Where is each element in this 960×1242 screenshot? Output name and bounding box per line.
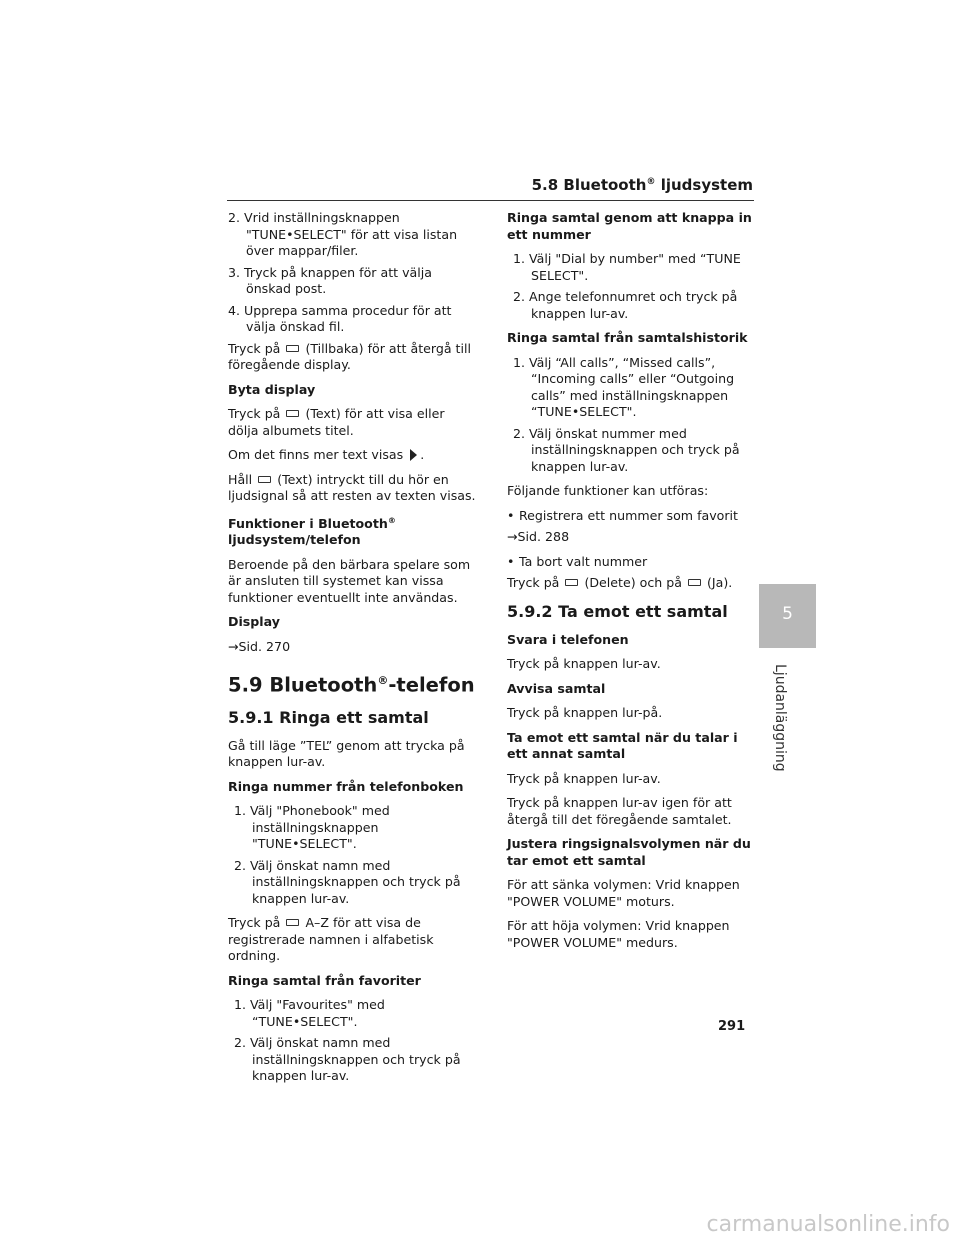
step-number: 1. [513, 251, 526, 266]
header-reg: ® [646, 177, 656, 187]
text: 5.9 Bluetooth [228, 673, 378, 697]
step-1 [234, 997, 476, 1030]
step-number: 4. [228, 302, 241, 318]
paragraph: För att höja volymen: Vrid knappen "POWER VOLUME" medurs. [507, 918, 730, 950]
chapter-tab-number: 5 [782, 604, 793, 624]
heading-ring-volume: Justera ringsignalsvolymen när du tar emot ett samtal [507, 836, 751, 868]
paragraph: Tryck på knappen lur-av igen för att återgå till det föregående samtalet. [507, 795, 732, 827]
paragraph: Tryck på knappen lur-av. [507, 656, 661, 671]
step-2 [234, 1035, 476, 1085]
text: Tryck på [228, 340, 281, 356]
step-text: Välj önskat nummer med inställningsknappen och tryck på knappen lur-av. [529, 425, 740, 474]
text-button-icon [286, 410, 299, 417]
header-rule [227, 200, 754, 201]
paragraph [228, 915, 476, 965]
step-1 [513, 251, 755, 284]
more-text-arrow-icon [410, 449, 417, 461]
az-button-icon [286, 919, 299, 926]
text: (Delete) och på [584, 575, 682, 590]
heading-dial-number: Ringa samtal genom att knappa in ett nummer [507, 210, 752, 242]
header-title-pre: 5.8 Bluetooth [531, 176, 647, 194]
text: Funktioner i Bluetooth [228, 515, 388, 531]
step-text: Välj "Dial by number" med “TUNE SELECT". [529, 251, 741, 283]
step-1 [234, 803, 476, 853]
paragraph: Tryck på knappen lur-av. [507, 770, 661, 786]
step-text: Upprepa samma procedur för att välja önskad fil. [244, 302, 452, 334]
step-3 [228, 265, 476, 298]
bullet-item: • Registrera ett nummer som favorit [507, 508, 755, 525]
step-4 [228, 303, 476, 336]
bullet-item: • Ta bort valt nummer [507, 554, 755, 571]
step-2 [513, 426, 755, 476]
step-number: 3. [228, 264, 241, 280]
text: (Text) för att visa eller dölja albumets titel. [228, 406, 445, 438]
heading-phonebook: Ringa nummer från telefonboken [228, 778, 464, 794]
step-number: 2. [228, 210, 241, 225]
step-2 [513, 289, 755, 322]
step-text: Välj "Phonebook" med inställningsknappen "TUNE•SELECT". [250, 803, 390, 852]
paragraph [228, 472, 476, 505]
paragraph: Gå till läge ”TEL” genom att trycka på knappen lur-av. [228, 737, 465, 770]
yes-button-icon [688, 579, 701, 586]
heading-display: Display [228, 614, 280, 630]
heading-funktioner [228, 513, 476, 549]
paragraph: Tryck på knappen lur-på. [507, 705, 663, 720]
header-title-post: ljudsystem [655, 176, 753, 194]
text: (Tillbaka) för att återgå till föregående display. [228, 340, 471, 372]
step-2 [234, 858, 476, 908]
step-text: Välj önskat namn med inställningsknappen och tryck på knappen lur-av. [250, 1035, 461, 1084]
step-text: Tryck på knappen för att välja önskad post. [244, 264, 432, 296]
step-text: Välj “All calls”, “Missed calls”, “Incoming calls” eller “Outgoing calls” med inställningsknappen “TUNE•SELECT". [529, 354, 735, 419]
watermark: carmanualsonline.info [706, 1212, 950, 1237]
step-number: 1. [513, 354, 526, 370]
step-number: 2. [234, 1035, 247, 1051]
left-column [228, 210, 476, 1090]
heading-byta-display: Byta display [228, 381, 316, 397]
section-heading-5-9 [228, 669, 476, 698]
text: -telefon [388, 673, 475, 697]
text: Om det finns mer text visas [228, 447, 404, 462]
text: A–Z för att visa de registrerade namnen i alfabetisk ordning. [228, 915, 434, 964]
text-button-icon [258, 476, 271, 483]
text: Tryck på [228, 406, 281, 421]
step-number: 1. [234, 803, 247, 819]
text: ljudsystem/telefon [228, 532, 361, 548]
reg-mark: ® [387, 515, 396, 525]
paragraph: För att sänka volymen: Vrid knappen "POWER VOLUME" moturs. [507, 877, 740, 909]
subsection-heading-5-9-1: 5.9.1 Ringa ett samtal [228, 707, 429, 727]
step-number: 2. [234, 857, 247, 873]
heading-svara: Svara i telefonen [507, 631, 629, 647]
page-number: 291 [718, 1019, 746, 1034]
running-header [532, 176, 753, 194]
text: Tryck på [228, 915, 281, 931]
chapter-tab-label: Ljudanläggning [772, 664, 788, 772]
paragraph [228, 406, 476, 439]
paragraph: Beroende på den bärbara spelare som är ansluten till systemet kan vissa funktioner eventuellt inte användas. [228, 556, 471, 605]
text: Håll [228, 471, 253, 487]
text: . [420, 447, 425, 462]
page-reference: →Sid. 270 [228, 638, 291, 654]
heading-call-history: Ringa samtal från samtalshistorik [507, 330, 748, 345]
right-column [507, 210, 755, 959]
text: Tryck på [507, 575, 560, 590]
reg-mark: ® [377, 674, 389, 688]
step-number: 1. [234, 997, 247, 1013]
step-2 [228, 210, 476, 260]
step-text: Vrid inställningsknappen "TUNE•SELECT" för att visa listan över mappar/filer. [244, 210, 458, 258]
step-4-continuation [228, 341, 476, 374]
delete-button-icon [565, 579, 578, 586]
paragraph [228, 447, 476, 464]
heading-call-waiting: Ta emot ett samtal när du talar i ett annat samtal [507, 729, 738, 761]
heading-avvisa: Avvisa samtal [507, 680, 606, 696]
step-number: 2. [513, 289, 526, 304]
step-text: Ange telefonnumret och tryck på knappen lur-av. [529, 289, 738, 321]
heading-favourites: Ringa samtal från favoriter [228, 972, 421, 988]
subsection-heading-5-9-2: 5.9.2 Ta emot ett samtal [507, 601, 728, 621]
text: (Text) intryckt till du hör en ljudsignal så att resten av texten visas. [228, 471, 476, 503]
back-button-icon [286, 345, 299, 352]
page-reference: →Sid. 288 [507, 529, 570, 544]
bullet-detail [507, 575, 755, 592]
step-1 [513, 355, 755, 421]
step-number: 2. [513, 425, 526, 441]
step-text: Välj önskat namn med inställningsknappen och tryck på knappen lur-av. [250, 857, 461, 906]
text: (Ja). [707, 575, 733, 590]
step-text: Välj "Favourites" med “TUNE•SELECT". [250, 997, 385, 1029]
paragraph: Följande funktioner kan utföras: [507, 483, 709, 498]
